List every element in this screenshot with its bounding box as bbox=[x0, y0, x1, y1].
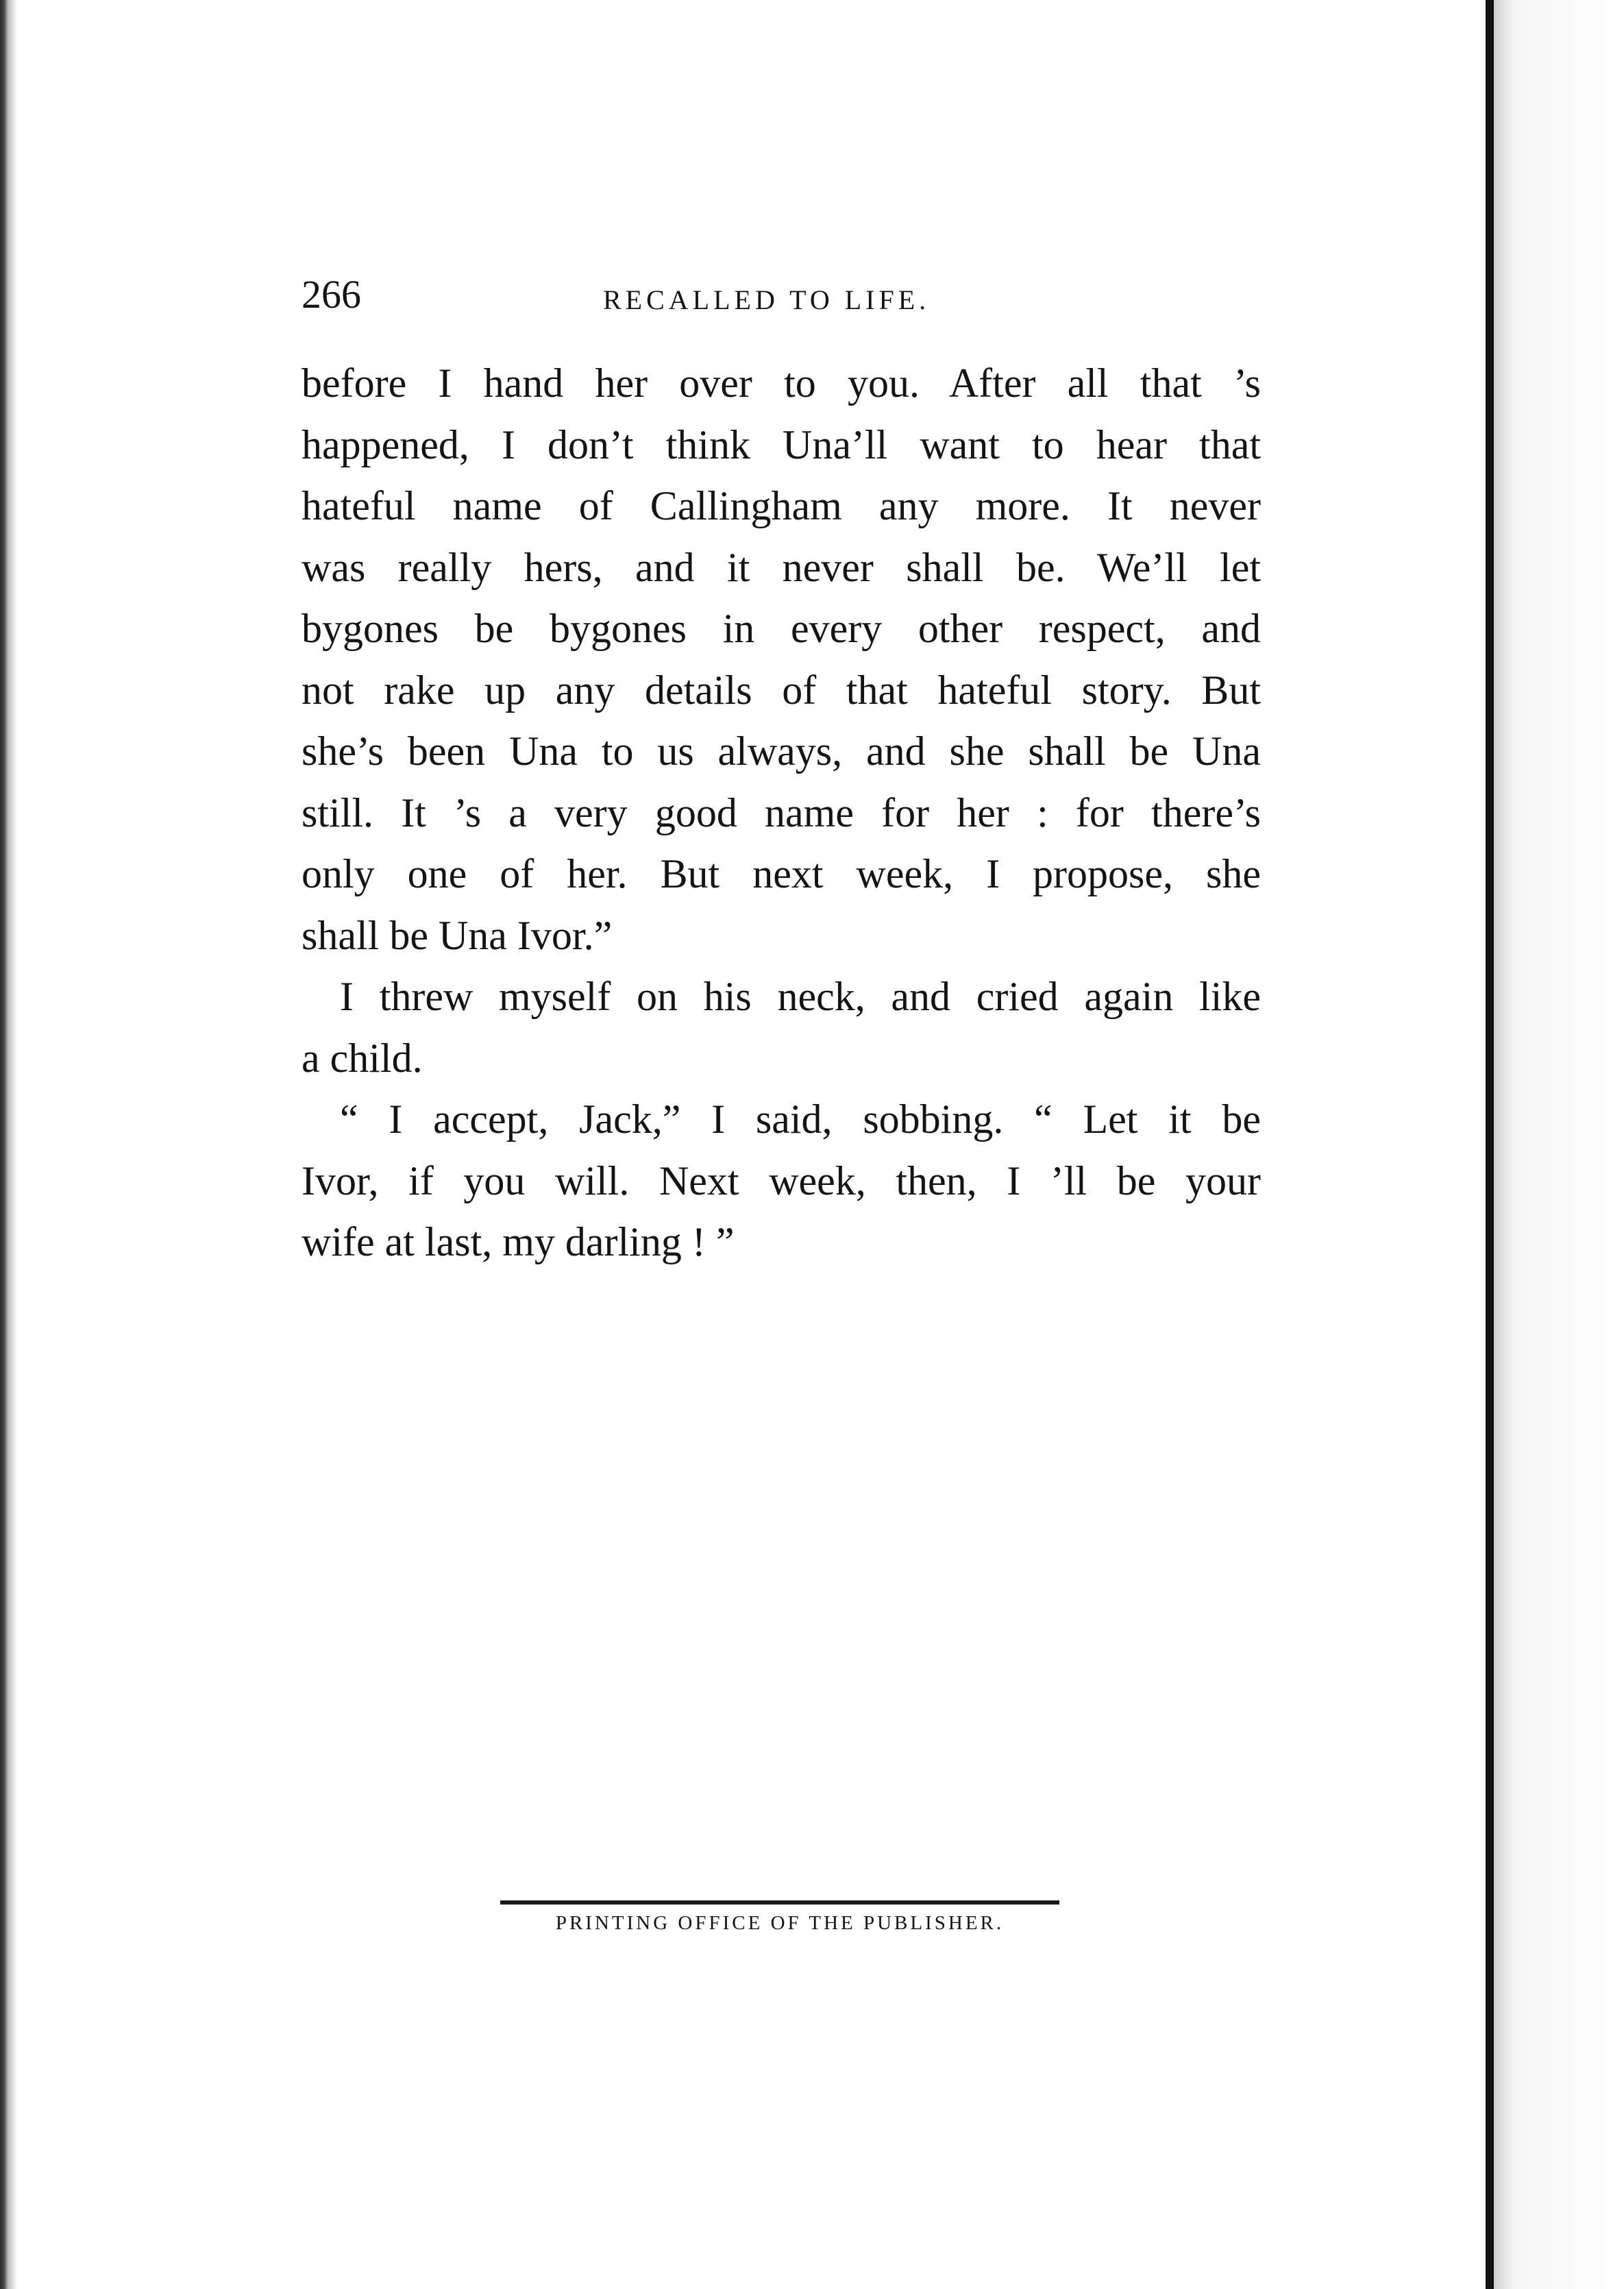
text-line: hateful name of Callingham any more. It never bbox=[302, 483, 1261, 528]
text-line: happened, I don’t think Una’ll want to hear that bbox=[302, 421, 1261, 467]
text-line: Ivor, if you will. Next week, then, I ’ll be your bbox=[302, 1158, 1261, 1203]
adjacent-margin bbox=[1494, 0, 1624, 2289]
text-line: was really hers, and it never shall be. We’ll let bbox=[302, 544, 1261, 590]
text-line: bygones be bygones in every other respect, and bbox=[302, 606, 1261, 651]
paragraph bbox=[302, 966, 1261, 1089]
paragraph bbox=[302, 1089, 1261, 1273]
text-line: shall be Una Ivor.” bbox=[302, 912, 613, 958]
running-title: RECALLED TO LIFE. bbox=[603, 284, 931, 315]
text-line: only one of her. But next week, I propose, she bbox=[302, 851, 1261, 896]
text-line: a child. bbox=[302, 1035, 423, 1081]
text-line: I threw myself on his neck, and cried again like bbox=[340, 974, 1261, 1019]
running-head bbox=[302, 267, 1261, 322]
body-text bbox=[302, 353, 1261, 1273]
page-number: 266 bbox=[302, 272, 361, 317]
paragraph bbox=[302, 353, 1261, 966]
text-line: she’s been Una to us always, and she shall be Una bbox=[302, 729, 1261, 774]
text-line: wife at last, my darling ! ” bbox=[302, 1219, 735, 1264]
printer-imprint: PRINTING OFFICE OF THE PUBLISHER. bbox=[555, 1912, 1005, 1934]
text-line: not rake up any details of that hateful story. But bbox=[302, 667, 1261, 713]
page-left-edge bbox=[0, 0, 18, 2289]
text-line: still. It ’s a very good name for her : for there’s bbox=[302, 789, 1261, 835]
page-right-edge bbox=[1486, 0, 1494, 2289]
text-line: “ I accept, Jack,” I said, sobbing. “ Let it be bbox=[340, 1097, 1261, 1142]
text-line: before I hand her over to you. After all that ’s bbox=[302, 360, 1261, 406]
imprint-rule bbox=[500, 1900, 1059, 1905]
